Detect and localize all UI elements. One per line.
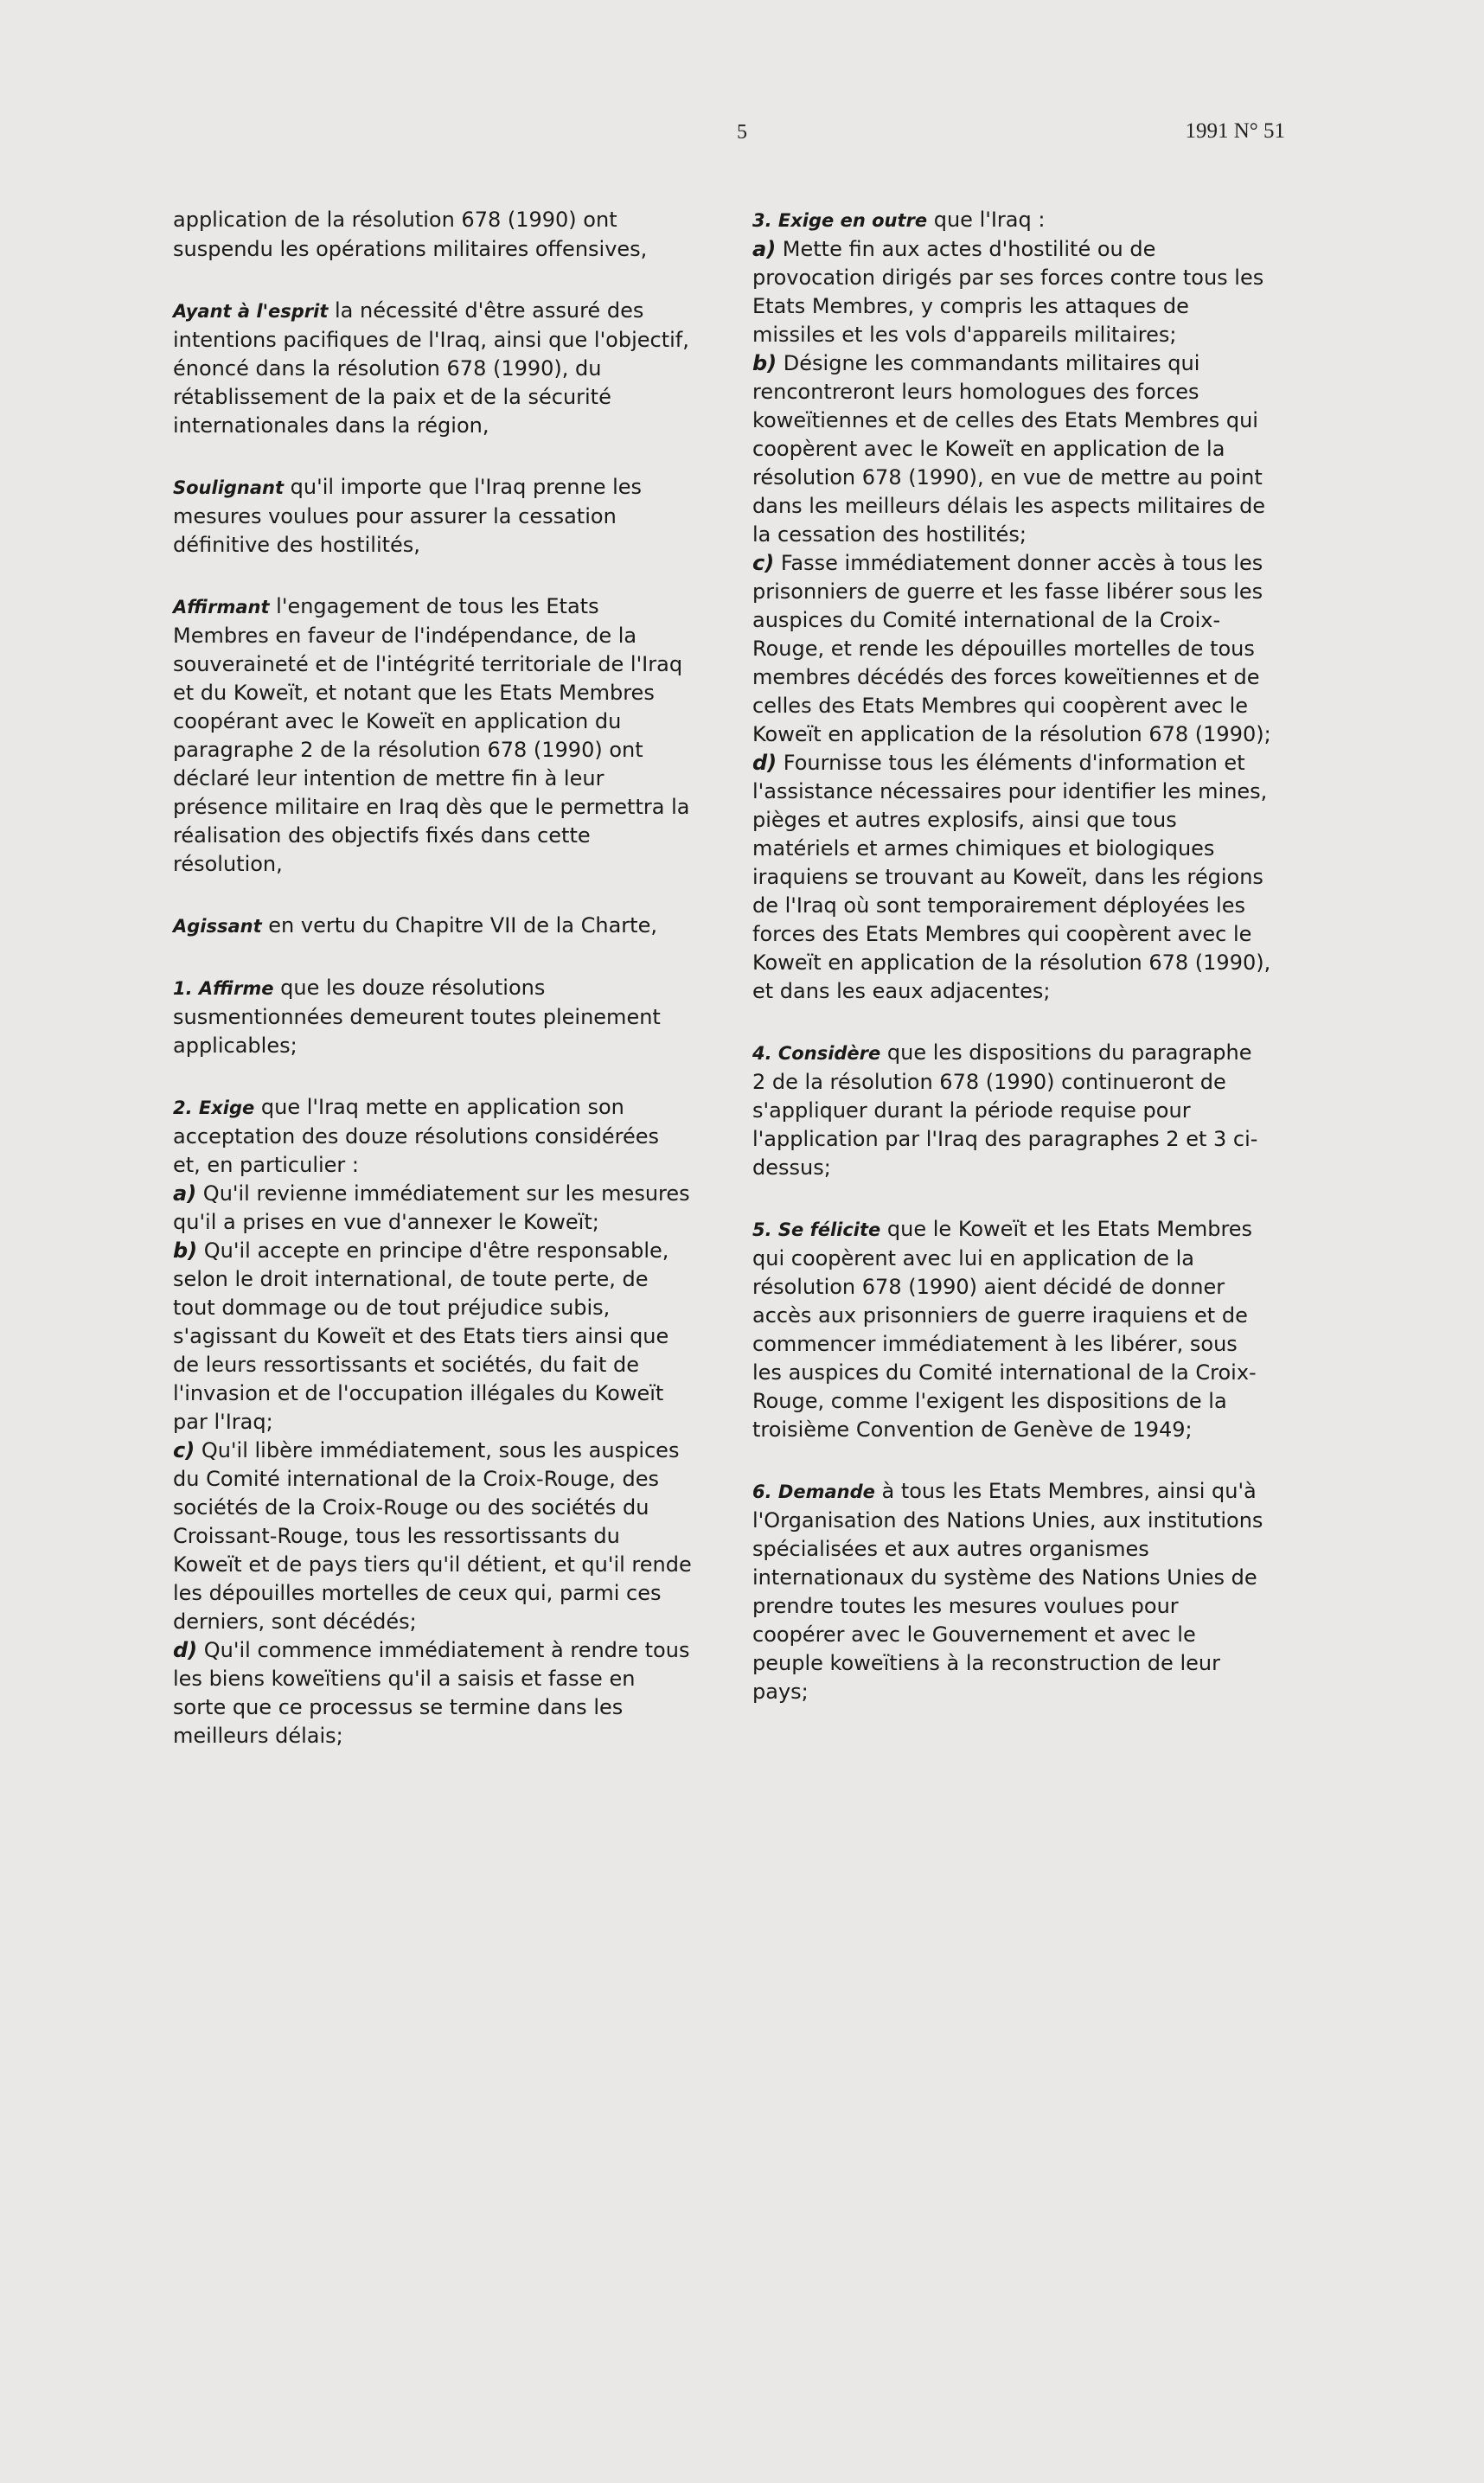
paragraph: 1. Affirme que les douze résolutions susmentionnées demeurent toutes pleinement applicables;	[173, 976, 661, 1058]
paragraph: application de la résolution 678 (1990) ont suspendu les opérations militaires offensives,	[173, 208, 648, 261]
subparagraph: c) Qu'il libère immédiatement, sous les auspices du Comité international de la Croix-Rouge, des sociétés de la Croix-Rouge ou des sociétés du Croissant-Rouge, tous les ressortissants du Koweït et de pays tiers qu'il détient, et qu'il rende les dépouilles mortelles de ceux qui, parmi ces derniers, sont décédés;	[173, 1438, 692, 1634]
paragraph: Ayant à l'esprit la nécessité d'être assuré des intentions pacifiques de l'Iraq, ainsi que l'objectif, énoncé dans la résolution 678 (1990), du rétablissement de la paix et de la sécurité internationales dans la région,	[173, 298, 689, 438]
subparagraph: d) Qu'il commence immédiatement à rendre tous les biens koweïtiens qu'il a saisis et fasse en sorte que ce processus se termine dans les meilleurs délais;	[173, 1638, 690, 1748]
subparagraph: c) Fasse immédiatement donner accès à tous les prisonniers de guerre et les fasse libérer sous les auspices du Comité international de la Croix-Rouge, et rende les dépouilles mortelles de tous membres décédés des forces koweïtiennes et de celles des Etats Membres qui coopèrent avec le Koweït en application de la résolution 678 (1990);	[752, 551, 1271, 746]
paragraph: Soulignant qu'il importe que l'Iraq prenne les mesures voulues pour assurer la cessation définitive des hostilités,	[173, 475, 643, 557]
paragraph: 6. Demande à tous les Etats Membres, ainsi qu'à l'Organisation des Nations Unies, aux institutions spécialisées et aux autres organismes internationaux du système des Nations Unies de prendre toutes les mesures voulues pour coopérer avec le Gouvernement et avec le peuple koweïtiens à la reconstruction de leur pays;	[752, 1479, 1263, 1704]
subparagraph: b) Qu'il accepte en principe d'être responsable, selon le droit international, de toute perte, de tout dommage ou de tout préjudice subis, s'agissant du Koweït et des Etats tiers ainsi que de leurs ressortissants et sociétés, du fait de l'invasion et de l'occupation illégales du Koweït par l'Iraq;	[173, 1238, 669, 1434]
subparagraph: a) Mette fin aux actes d'hostilité ou de provocation dirigés par ses forces contre tous les Etats Membres, y compris les attaques de missiles et les vols d'appareils militaires;	[752, 237, 1264, 347]
subparagraph: a) Qu'il revienne immédiatement sur les mesures qu'il a prises en vue d'annexer le Koweït;	[173, 1181, 690, 1234]
paragraph: 5. Se félicite que le Koweït et les Etats Membres qui coopèrent avec lui en application de la résolution 678 (1990) aient décidé de donner accès aux prisonniers de guerre iraquiens et de commencer immédiatement à les libérer, sous les auspices du Comité international de la Croix-Rouge, comme l'exigent les dispositions de la troisième Convention de Genève de 1949;	[752, 1217, 1257, 1442]
subparagraph: b) Désigne les commandants militaires qui rencontreront leurs homologues des forces koweïtiennes et de celles des Etats Membres qui coopèrent avec le Koweït en application de la résolution 678 (1990), en vue de mettre au point dans les meilleurs délais les aspects militaires de la cessation des hostilités;	[752, 351, 1266, 547]
page-number: 5	[737, 121, 747, 144]
left-column	[173, 206, 692, 1750]
paragraph: 4. Considère que les dispositions du paragraphe 2 de la résolution 678 (1990) continueront de s'appliquer durant la période requise pour l'application par l'Iraq des paragraphes 2 et 3 ci-dessus;	[752, 1040, 1258, 1180]
subparagraph: d) Fournisse tous les éléments d'information et l'assistance nécessaires pour identifier les mines, pièges et autres explosifs, ainsi que tous matériels et armes chimiques et biologiques iraquiens se trouvant au Koweït, dans les régions de l'Iraq où sont temporairement déployées les forces des Etats Membres qui coopèrent avec le Koweït en application de la résolution 678 (1990), et dans les eaux adjacentes;	[752, 751, 1271, 1003]
paragraph: 2. Exige que l'Iraq mette en application son acceptation des douze résolutions considérées et, en particulier :	[173, 1095, 659, 1177]
document-reference: 1991 N° 51	[1185, 119, 1285, 143]
paragraph: 3. Exige en outre que l'Iraq :	[752, 208, 1046, 232]
paragraph: Agissant en vertu du Chapitre VII de la Charte,	[173, 913, 657, 938]
right-column	[752, 206, 1271, 1706]
paragraph: Affirmant l'engagement de tous les Etats Membres en faveur de l'indépendance, de la souveraineté et de l'intégrité territoriale de l'Iraq et du Koweït, et notant que les Etats Membres coopérant avec le Koweït en application du paragraphe 2 de la résolution 678 (1990) ont déclaré leur intention de mettre fin à leur présence militaire en Iraq dès que le permettra la réalisation des objectifs fixés dans cette résolution,	[173, 594, 690, 876]
